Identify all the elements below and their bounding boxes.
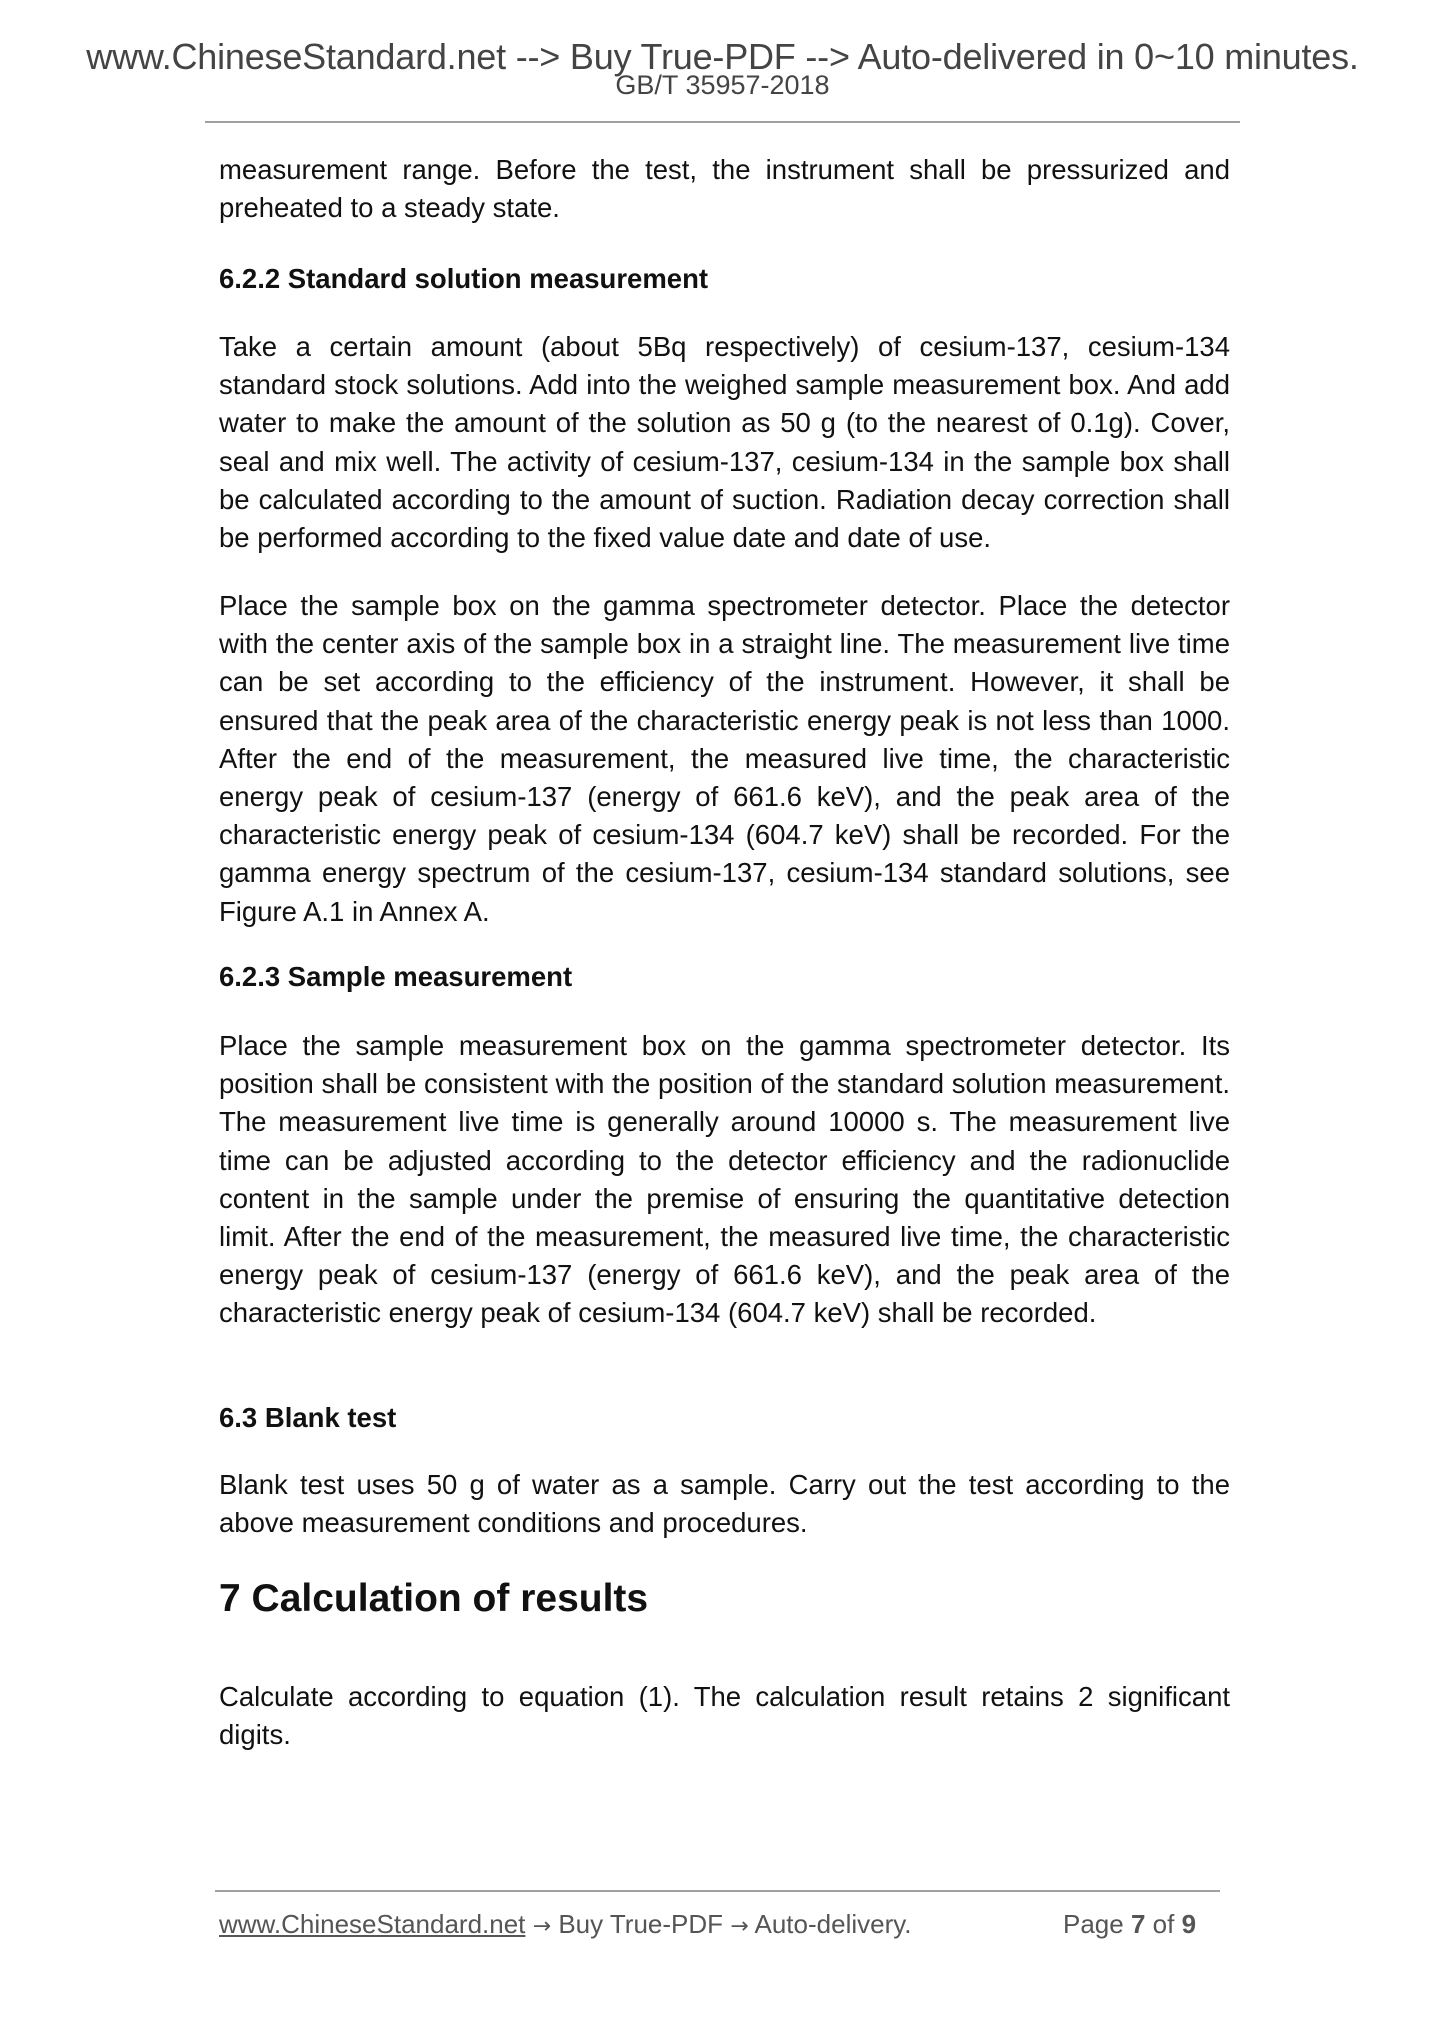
- arrow-right-icon: →: [532, 1914, 552, 1939]
- footer-divider: [215, 1890, 1220, 1892]
- page-current: 7: [1130, 1909, 1146, 1939]
- section-heading-7: 7 Calculation of results: [219, 1577, 649, 1620]
- paragraph-blank-test: Blank test uses 50 g of water as a sample. Carry out the test according to the above measurement conditions and procedures.: [219, 1469, 1230, 1539]
- intro-paragraph: measurement range. Before the test, the instrument shall be pressurized and preheated to a steady state.: [219, 154, 1230, 224]
- page-of-label: of: [1152, 1909, 1175, 1939]
- standard-code: GB/T 35957-2018: [615, 70, 830, 100]
- header-divider: [205, 121, 1240, 123]
- paragraph-standard-solution-2: Place the sample box on the gamma spectrometer detector. Place the detector with the center axis of the sample box in a straight line. The measurement live time can be set according to the efficiency of the instrument. However, it shall be ensured that the peak area of the characteristic energy peak is not less than 1000. After the end of the measurement, the measured live time, the characteristic energy peak of cesium-137 (energy of 661.6 keV), and the peak area of the characteristic energy peak of cesium-134 (604.7 keV) shall be recorded. For the gamma energy spectrum of the cesium-137, cesium-134 standard solutions, see Figure A.1 in Annex A.: [219, 590, 1230, 927]
- page-total: 9: [1181, 1909, 1197, 1939]
- footer-promo: [219, 1908, 912, 1943]
- paragraph-standard-solution-1: Take a certain amount (about 5Bq respectively) of cesium-137, cesium-134 standard stock solutions. Add into the weighed sample measurement box. And add water to make the amount of the solution as 50 g (to the nearest of 0.1g). Cover, seal and mix well. The activity of cesium-137, cesium-134 in the sample box shall be calculated according to the amount of suction. Radiation decay correction shall be performed according to the fixed value date and date of use.: [219, 331, 1230, 554]
- section-heading-6-3: 6.3 Blank test: [219, 1402, 397, 1433]
- section-heading-6-2-3: 6.2.3 Sample measurement: [219, 961, 573, 992]
- footer-site-link[interactable]: www.ChineseStandard.net: [219, 1909, 526, 1939]
- footer-delivery-text: Auto-delivery.: [754, 1909, 912, 1939]
- page-label: Page: [1063, 1909, 1124, 1939]
- paragraph-calculation: Calculate according to equation (1). The calculation result retains 2 significant digits.: [219, 1681, 1230, 1751]
- footer-buy-text: Buy True-PDF: [558, 1909, 724, 1939]
- paragraph-sample-measurement: Place the sample measurement box on the gamma spectrometer detector. Its position shall be consistent with the position of the standard solution measurement. The measurement live time is generally around 10000 s. The measurement live time can be adjusted according to the detector efficiency and the radionuclide content in the sample under the premise of ensuring the quantitative detection limit. After the end of the measurement, the measured live time, the characteristic energy peak of cesium-137 (energy of 661.6 keV), and the peak area of the characteristic energy peak of cesium-134 (604.7 keV) shall be recorded.: [219, 1030, 1230, 1329]
- header-banner: www.ChineseStandard.net --> Buy True-PDF --> Auto-delivered in 0~10 minutes.: [86, 36, 1359, 77]
- page-number: [1063, 1908, 1196, 1940]
- section-heading-6-2-2: 6.2.2 Standard solution measurement: [219, 263, 709, 294]
- arrow-right-icon: →: [730, 1914, 749, 1939]
